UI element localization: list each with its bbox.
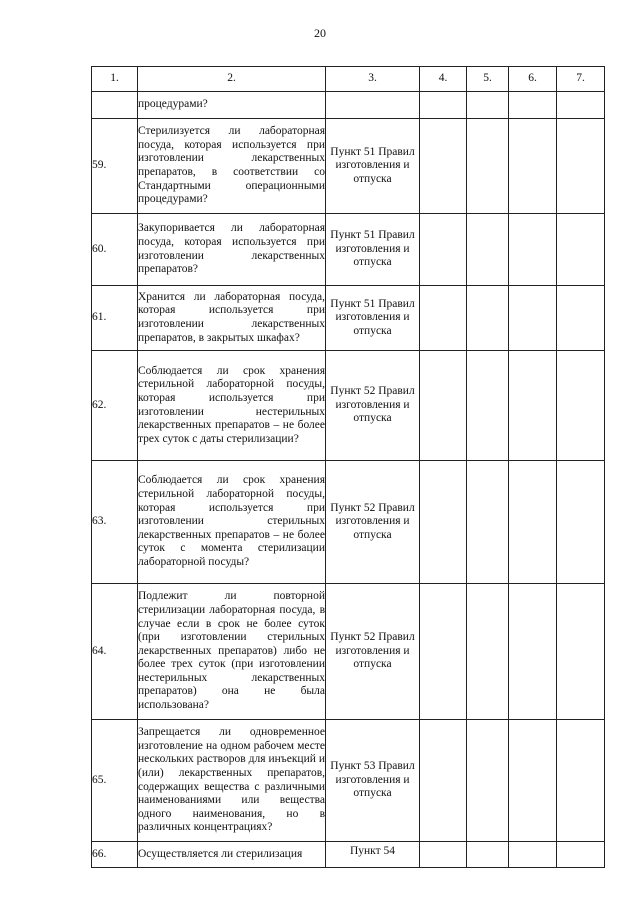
row-number: 65. [92,720,138,842]
question-cell [138,286,326,351]
answer-cell-7 [557,842,605,868]
table-row [92,286,605,351]
table-row [92,720,605,842]
answer-cell-5 [467,351,509,461]
answer-cell-6 [509,119,557,214]
answer-cell-6 [509,214,557,286]
question-text: Соблюдается ли срок хранения стерильной лабораторной посуды, которая используется при изготовлении стерильных лекарственных препаратов – не более суток с момента стерилизации лабораторной посуды? [138,474,325,568]
answer-cell-7 [557,351,605,461]
answer-cell-5 [467,214,509,286]
row-number: 63. [92,461,138,584]
answer-cell-5 [467,842,509,868]
row-number [92,92,138,119]
reference-cell: Пункт 53 Правил изготовления и отпуска [326,720,420,842]
question-text: Подлежит ли повторной стерилизации лабораторная посуда, в случае если в срок не более суток (при изготовлении стерильных лекарственных препаратов) либо не более трех суток (при изготовлении нестерильных лекарственных препаратов) она не была использована? [138,590,325,712]
question-text: Запрещается ли одновременное изготовление на одном рабочем месте нескольких растворов для инъекций и (или) лекарственных препаратов, содержащих вещества с различными наименованиями или вещества одного наименования, но в различных концентрациях? [138,726,325,834]
answer-cell-7 [557,584,605,720]
answer-cell-7 [557,720,605,842]
answer-cell-4 [420,119,467,214]
header-col-4: 4. [420,67,467,92]
answer-cell-5 [467,119,509,214]
question-cell [138,842,326,868]
row-number: 60. [92,214,138,286]
question-cell [138,720,326,842]
answer-cell-6 [509,584,557,720]
question-text: процедурами? [138,98,208,111]
answer-cell-4 [420,351,467,461]
page-number: 20 [314,26,326,40]
table-row [92,461,605,584]
question-cell [138,214,326,286]
answer-cell-5 [467,461,509,584]
reference-cell: Пункт 54 [326,842,420,868]
reference-cell [326,92,420,119]
answer-cell-7 [557,214,605,286]
answer-cell-4 [420,92,467,119]
reference-cell: Пункт 51 Правил изготовления и отпуска [326,119,420,214]
answer-cell-7 [557,461,605,584]
question-text: Хранится ли лабораторная посуда, которая используется при изготовлении лекарственных препаратов, в закрытых шкафах? [138,290,325,344]
reference-cell: Пункт 51 Правил изготовления и отпуска [326,286,420,351]
table-row [92,351,605,461]
question-text: Осуществляется ли стерилизация [138,847,303,860]
question-text: Стерилизуется ли лабораторная посуда, которая используется при изготовлении лекарственных препаратов, в соответствии со Стандартными операционными процедурами? [138,125,325,206]
row-number: 59. [92,119,138,214]
answer-cell-7 [557,119,605,214]
reference-cell: Пункт 52 Правил изготовления и отпуска [326,461,420,584]
checklist-table [91,66,605,868]
reference-cell: Пункт 51 Правил изготовления и отпуска [326,214,420,286]
question-cell [138,461,326,584]
table-row [92,584,605,720]
header-col-5: 5. [467,67,509,92]
table-row [92,842,605,868]
answer-cell-5 [467,720,509,842]
table-row [92,214,605,286]
header-col-1: 1. [92,67,138,92]
header-col-6: 6. [509,67,557,92]
row-number: 64. [92,584,138,720]
table-row [92,119,605,214]
answer-cell-6 [509,720,557,842]
question-text: Соблюдается ли срок хранения стерильной лабораторной посуды, которая используется при изготовлении нестерильных лекарственных препаратов – не более трех суток с даты стерилизации? [138,364,325,445]
question-cell [138,119,326,214]
answer-cell-5 [467,286,509,351]
answer-cell-6 [509,286,557,351]
answer-cell-6 [509,92,557,119]
header-row [92,67,605,92]
row-number: 61. [92,286,138,351]
reference-cell: Пункт 52 Правил изготовления и отпуска [326,351,420,461]
answer-cell-4 [420,461,467,584]
question-text: Закупоривается ли лабораторная посуда, которая используется при изготовлении лекарственных препаратов? [138,222,325,276]
answer-cell-7 [557,286,605,351]
header-col-3: 3. [326,67,420,92]
question-cell [138,351,326,461]
header-col-7: 7. [557,67,605,92]
answer-cell-5 [467,584,509,720]
header-col-2: 2. [138,67,326,92]
table-row [92,92,605,119]
answer-cell-6 [509,842,557,868]
answer-cell-6 [509,351,557,461]
answer-cell-5 [467,92,509,119]
answer-cell-7 [557,92,605,119]
answer-cell-6 [509,461,557,584]
answer-cell-4 [420,584,467,720]
question-cell [138,92,326,119]
reference-cell: Пункт 52 Правил изготовления и отпуска [326,584,420,720]
answer-cell-4 [420,286,467,351]
answer-cell-4 [420,720,467,842]
row-number: 62. [92,351,138,461]
answer-cell-4 [420,842,467,868]
row-number: 66. [92,842,138,868]
question-cell [138,584,326,720]
answer-cell-4 [420,214,467,286]
